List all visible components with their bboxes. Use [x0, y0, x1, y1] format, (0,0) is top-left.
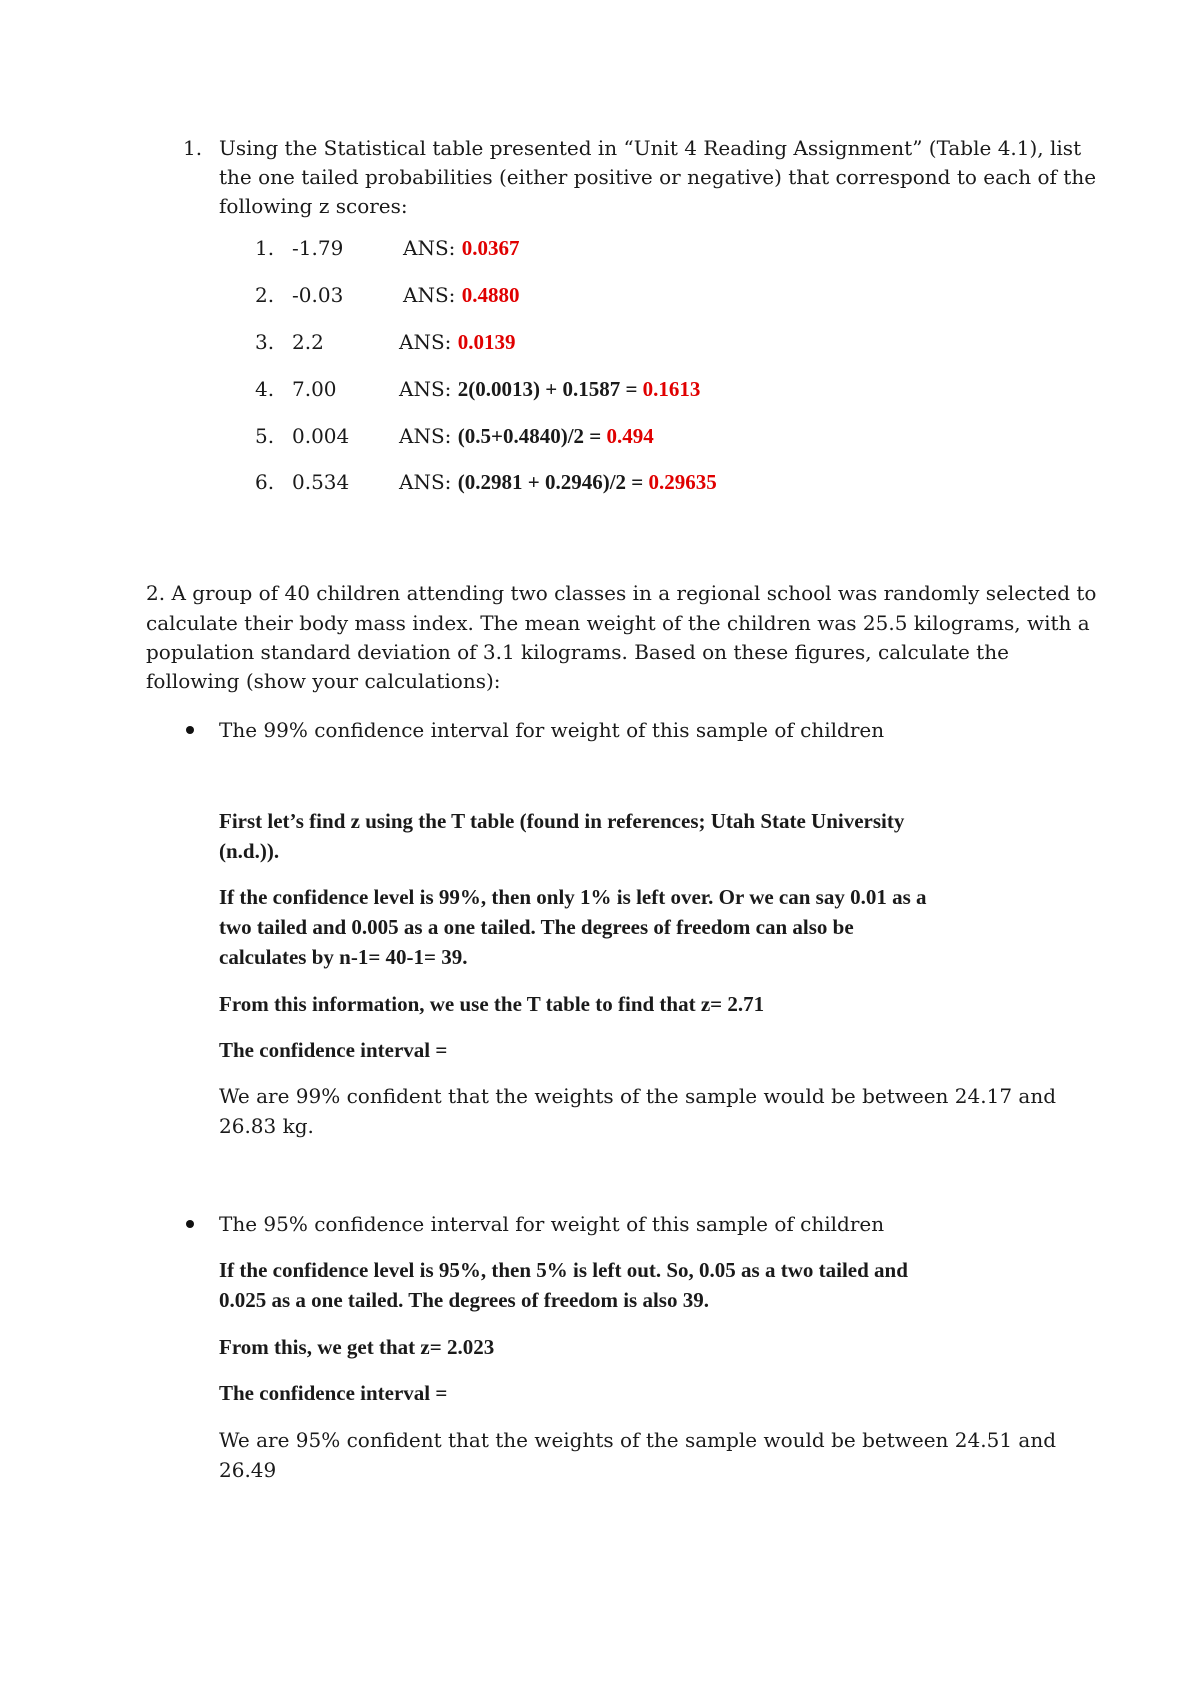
z-score: -1.79 [292, 236, 344, 260]
answer-result: 0.4880 [461, 283, 520, 307]
z-value-line: From this information, we use the T table to find that z= 2.71 [219, 992, 765, 1016]
answer-result: 0.29635 [648, 470, 717, 494]
bullet-1-heading: The 99% confidence interval for weight of this sample of children [219, 718, 885, 742]
conclusion-line-1: We are 95% confident that the weights of the sample would be between 24.51 and [219, 1428, 1057, 1452]
answer [399, 421, 654, 451]
confidence-level-line-1: If the confidence level is 99%, then only 1% is left over. Or we can say 0.01 as a [219, 885, 927, 909]
list-item-number: 4. [255, 377, 275, 401]
answer [399, 374, 700, 404]
confidence-level-line-3: calculates by n-1= 40-1= 39. [219, 945, 468, 969]
answer [399, 467, 717, 497]
conclusion-line-2: 26.83 kg. [219, 1114, 314, 1138]
bullet-2-heading: The 95% confidence interval for weight of this sample of children [219, 1212, 885, 1236]
answer [403, 233, 520, 263]
question-2-line-2: calculate their body mass index. The mean weight of the children was 25.5 kilograms, with a [146, 611, 1090, 635]
answer [399, 327, 516, 357]
confidence-level-line-2: two tailed and 0.005 as a one tailed. The degrees of freedom can also be [219, 915, 854, 939]
answer-result: 0.0367 [461, 236, 520, 260]
list-item-number: 2. [255, 283, 275, 307]
z-score: 7.00 [292, 377, 337, 401]
z-score: -0.03 [292, 283, 344, 307]
confidence-level-line-2: 0.025 as a one tailed. The degrees of freedom is also 39. [219, 1288, 709, 1312]
answer-label: ANS: [403, 283, 456, 307]
answer-result: 0.494 [606, 424, 654, 448]
answer-label: ANS: [403, 236, 456, 260]
confidence-level-line-1: If the confidence level is 95%, then 5% is left out. So, 0.05 as a two tailed and [219, 1258, 908, 1282]
answer-label: ANS: [399, 330, 452, 354]
answer-calc: (0.5+0.4840)/2 = [457, 424, 607, 448]
answer-result: 0.0139 [457, 330, 516, 354]
z-score: 2.2 [292, 330, 324, 354]
question-1-line-1: Using the Statistical table presented in “Unit 4 Reading Assignment” (Table 4.1), list [219, 136, 1082, 160]
question-1-line-2: the one tailed probabilities (either positive or negative) that correspond to each of the [219, 165, 1097, 189]
find-z-line-2: (n.d.)). [219, 839, 280, 863]
list-item-number: 6. [255, 470, 275, 494]
bullet-icon [186, 1220, 194, 1228]
answer-result: 0.1613 [642, 377, 701, 401]
confidence-interval-label: The confidence interval = [219, 1038, 448, 1062]
list-item-number: 5. [255, 424, 275, 448]
find-z-line-1: First let’s find z using the T table (found in references; Utah State University [219, 809, 905, 833]
answer-calc: (0.2981 + 0.2946)/2 = [457, 470, 649, 494]
answer-calc: 2(0.0013) + 0.1587 = [457, 377, 643, 401]
question-1-line-3: following z scores: [219, 194, 408, 218]
confidence-interval-label: The confidence interval = [219, 1381, 448, 1405]
z-value-line: From this, we get that z= 2.023 [219, 1335, 495, 1359]
question-2-line-4: following (show your calculations): [146, 669, 501, 693]
conclusion-line-1: We are 99% confident that the weights of the sample would be between 24.17 and [219, 1084, 1057, 1108]
list-item-number: 3. [255, 330, 275, 354]
question-2-line-3: population standard deviation of 3.1 kilograms. Based on these figures, calculate the [146, 640, 1009, 664]
answer-label: ANS: [399, 377, 452, 401]
answer [403, 280, 520, 310]
z-score: 0.534 [292, 470, 350, 494]
question-1-number: 1. [183, 136, 203, 160]
conclusion-line-2: 26.49 [219, 1458, 277, 1482]
answer-label: ANS: [399, 470, 452, 494]
list-item-number: 1. [255, 236, 275, 260]
answer-label: ANS: [399, 424, 452, 448]
bullet-icon [186, 726, 194, 734]
question-2-line-1: 2. A group of 40 children attending two classes in a regional school was randomly selected to [146, 581, 1097, 605]
z-score: 0.004 [292, 424, 350, 448]
